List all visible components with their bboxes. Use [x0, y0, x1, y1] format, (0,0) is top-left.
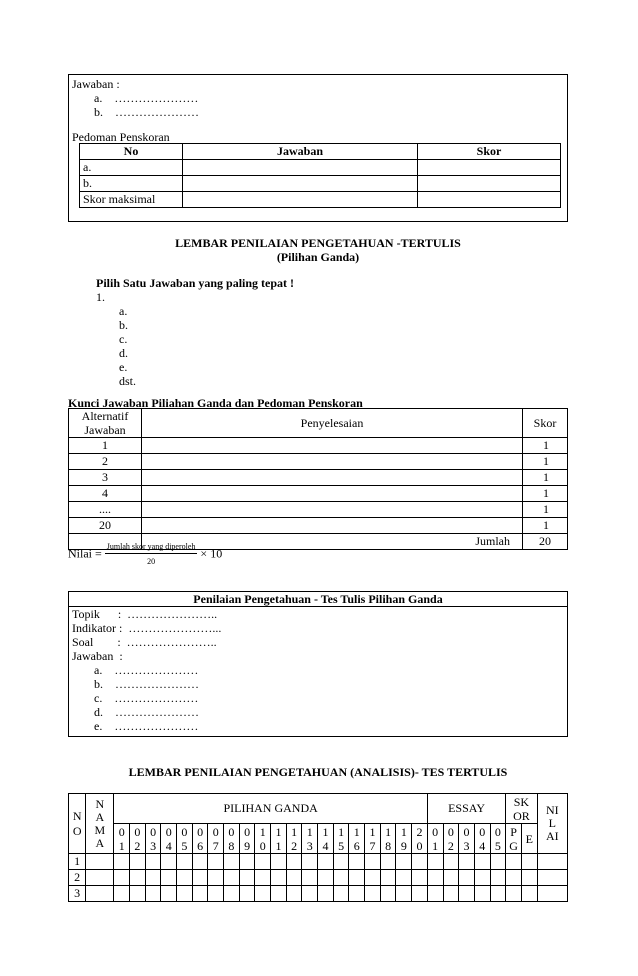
pg-subtitle: (Pilihan Ganda)	[276, 250, 360, 264]
option-d: d. …………………	[94, 705, 199, 719]
score-cell	[427, 870, 443, 886]
kunci-title: Kunci Jawaban Piliahan Ganda dan Pedoman Penskoran	[68, 396, 363, 410]
alt-cell: 3	[69, 470, 142, 486]
formula-times: × 10	[200, 546, 223, 561]
score-cell	[302, 886, 318, 902]
jumlah-value: 20	[523, 534, 568, 550]
skor-cell: 1	[523, 486, 568, 502]
choice-dst: dst.	[119, 374, 137, 388]
score-cell	[521, 854, 537, 870]
score-cell	[380, 870, 396, 886]
skor-cell: 1	[523, 454, 568, 470]
score-cell	[177, 870, 193, 886]
score-cell	[333, 854, 349, 870]
option-a: a. …………………	[94, 91, 199, 105]
row-a: a.	[80, 160, 183, 176]
header-jawaban: Jawaban	[183, 144, 418, 160]
tes-tulis-box	[68, 591, 568, 737]
score-cell	[255, 886, 271, 902]
skor-cell: 1	[523, 438, 568, 454]
score-cell	[224, 854, 240, 870]
score-cell	[459, 886, 475, 902]
indikator-line: Indikator : …………………...	[72, 621, 222, 635]
score-cell	[114, 870, 130, 886]
pg-question-number: 1 7	[365, 824, 381, 854]
score-cell	[490, 870, 506, 886]
score-cell	[459, 854, 475, 870]
row-number: 2	[69, 870, 86, 886]
score-cell	[271, 854, 287, 870]
pg-question-number: 0 5	[177, 824, 193, 854]
pg-question-number: 1 3	[302, 824, 318, 854]
score-cell	[412, 870, 428, 886]
pg-question-number: 0 7	[208, 824, 224, 854]
score-cell	[114, 854, 130, 870]
option-c: c. …………………	[94, 691, 199, 705]
jawaban-label: Jawaban :	[72, 77, 120, 91]
score-cell	[130, 870, 146, 886]
option-b: b. …………………	[94, 677, 199, 691]
score-cell	[396, 886, 412, 902]
score-cell	[474, 886, 490, 902]
score-cell	[474, 854, 490, 870]
score-cell	[521, 886, 537, 902]
tes-tulis-title: Penilaian Pengetahuan - Tes Tulis Pilihan Ganda	[69, 592, 567, 607]
row-number: 3	[69, 886, 86, 902]
header-nilai: NI L AI	[537, 794, 567, 854]
pg-question-number: 1 9	[396, 824, 412, 854]
pg-question-number: 1 0	[255, 824, 271, 854]
kunci-table	[68, 408, 568, 550]
alt-cell: 4	[69, 486, 142, 502]
score-cell	[255, 854, 271, 870]
pg-question-number: 0 6	[192, 824, 208, 854]
jumlah-label: Jumlah	[142, 534, 523, 550]
score-cell	[318, 870, 334, 886]
header-skor: Skor	[523, 409, 568, 438]
score-cell	[427, 886, 443, 902]
pg-title: LEMBAR PENILAIAN PENGETAHUAN -TERTULIS	[175, 236, 461, 250]
header-alternatif: Alternatif Jawaban	[69, 409, 142, 438]
alt-cell: 1	[69, 438, 142, 454]
score-cell	[443, 886, 459, 902]
score-cell	[224, 870, 240, 886]
skor-cell: 1	[523, 518, 568, 534]
score-cell	[333, 886, 349, 902]
score-cell	[224, 886, 240, 902]
header-nama: N A M A	[86, 794, 114, 854]
score-cell	[239, 870, 255, 886]
row-skor-maksimal: Skor maksimal	[80, 192, 183, 208]
header-penyelesaian: Penyelesaian	[142, 409, 523, 438]
pg-question-number: 1 8	[380, 824, 396, 854]
score-cell	[192, 870, 208, 886]
score-cell	[333, 870, 349, 886]
score-cell	[537, 854, 567, 870]
score-cell	[208, 870, 224, 886]
score-cell	[286, 854, 302, 870]
option-b: b. …………………	[94, 105, 199, 119]
choice-d: d.	[119, 346, 128, 360]
score-cell	[396, 854, 412, 870]
score-cell	[271, 870, 287, 886]
score-cell	[412, 854, 428, 870]
score-cell	[443, 870, 459, 886]
score-cell	[255, 870, 271, 886]
answer-section-box	[68, 74, 568, 222]
score-cell	[380, 886, 396, 902]
score-cell	[474, 870, 490, 886]
formula-denominator: 20	[147, 557, 156, 566]
choice-b: b.	[119, 318, 128, 332]
score-cell	[192, 886, 208, 902]
pg-question-number: 1 6	[349, 824, 365, 854]
alt-cell: 20	[69, 518, 142, 534]
pg-question-number: 1 1	[271, 824, 287, 854]
score-cell	[208, 886, 224, 902]
score-cell	[506, 886, 522, 902]
score-cell	[208, 854, 224, 870]
score-cell	[114, 886, 130, 902]
score-cell	[130, 886, 146, 902]
score-cell	[130, 854, 146, 870]
score-cell	[349, 870, 365, 886]
pg-question-number: 0 2	[130, 824, 146, 854]
score-cell	[365, 870, 381, 886]
row-number: 1	[69, 854, 86, 870]
score-cell	[286, 870, 302, 886]
score-cell	[145, 870, 161, 886]
score-cell	[318, 886, 334, 902]
nilai-formula	[68, 542, 222, 566]
formula-label: Nilai =	[68, 546, 102, 561]
choice-a: a.	[119, 304, 128, 318]
row-b: b.	[80, 176, 183, 192]
alt-cell: 2	[69, 454, 142, 470]
pg-question-number: 0 8	[224, 824, 240, 854]
analisis-title: LEMBAR PENILAIAN PENGETAHUAN (ANALISIS)- TES TERTULIS	[128, 765, 508, 779]
header-skor: SK OR	[506, 794, 537, 824]
analisis-table	[68, 793, 568, 902]
option-e: e. …………………	[94, 719, 199, 733]
score-cell	[302, 854, 318, 870]
header-pilihan-ganda: PILIHAN GANDA	[114, 794, 427, 824]
essay-question-number: 0 5	[490, 824, 506, 854]
score-cell	[349, 886, 365, 902]
score-cell	[177, 854, 193, 870]
score-cell	[396, 870, 412, 886]
formula-numerator: Jumlah skor yang diperoleh	[105, 542, 198, 554]
pg-question-number: 0 9	[239, 824, 255, 854]
option-a: a. …………………	[94, 663, 199, 677]
score-cell	[537, 886, 567, 902]
score-cell	[490, 854, 506, 870]
score-cell	[318, 854, 334, 870]
score-cell	[192, 854, 208, 870]
score-cell	[145, 886, 161, 902]
score-cell	[521, 870, 537, 886]
skor-cell: 1	[523, 502, 568, 518]
score-cell	[161, 870, 177, 886]
essay-question-number: 0 3	[459, 824, 475, 854]
essay-question-number: 0 1	[427, 824, 443, 854]
score-cell	[427, 854, 443, 870]
score-cell	[302, 870, 318, 886]
choice-e: e.	[119, 360, 128, 374]
pg-question-number: 1 2	[286, 824, 302, 854]
pg-question-number: 0 3	[145, 824, 161, 854]
score-cell	[380, 854, 396, 870]
skor-cell: 1	[523, 470, 568, 486]
score-cell	[239, 854, 255, 870]
formula-fraction	[105, 542, 198, 566]
essay-question-number: 0 2	[443, 824, 459, 854]
pedoman-label: Pedoman Penskoran	[72, 130, 170, 144]
score-cell	[239, 886, 255, 902]
header-no: N O	[69, 794, 86, 854]
skor-subheader: P G	[506, 824, 522, 854]
score-cell	[506, 870, 522, 886]
pg-question-number: 2 0	[412, 824, 428, 854]
alt-cell: ....	[69, 502, 142, 518]
score-cell	[161, 854, 177, 870]
pg-question-number: 1 5	[333, 824, 349, 854]
score-cell	[365, 854, 381, 870]
score-cell	[459, 870, 475, 886]
score-cell	[365, 886, 381, 902]
score-cell	[145, 854, 161, 870]
topik-line: Topik : …………………..	[72, 607, 218, 621]
score-cell	[490, 886, 506, 902]
score-cell	[286, 886, 302, 902]
score-cell	[412, 886, 428, 902]
header-no: No	[80, 144, 183, 160]
pg-question-number: 1 4	[318, 824, 334, 854]
choice-c: c.	[119, 332, 128, 346]
score-cell	[161, 886, 177, 902]
pedoman-table	[79, 143, 561, 208]
score-cell	[537, 870, 567, 886]
header-skor: Skor	[418, 144, 561, 160]
pg-question-number: 0 1	[114, 824, 130, 854]
pg-instruction: Pilih Satu Jawaban yang paling tepat !	[96, 276, 295, 290]
jawaban-line: Jawaban :	[72, 649, 123, 663]
soal-line: Soal : …………………..	[72, 635, 217, 649]
header-essay: ESSAY	[427, 794, 505, 824]
skor-subheader: E	[521, 824, 537, 854]
score-cell	[271, 886, 287, 902]
score-cell	[506, 854, 522, 870]
question-number: 1.	[96, 290, 105, 304]
essay-question-number: 0 4	[474, 824, 490, 854]
score-cell	[177, 886, 193, 902]
score-cell	[443, 854, 459, 870]
score-cell	[349, 854, 365, 870]
pg-question-number: 0 4	[161, 824, 177, 854]
